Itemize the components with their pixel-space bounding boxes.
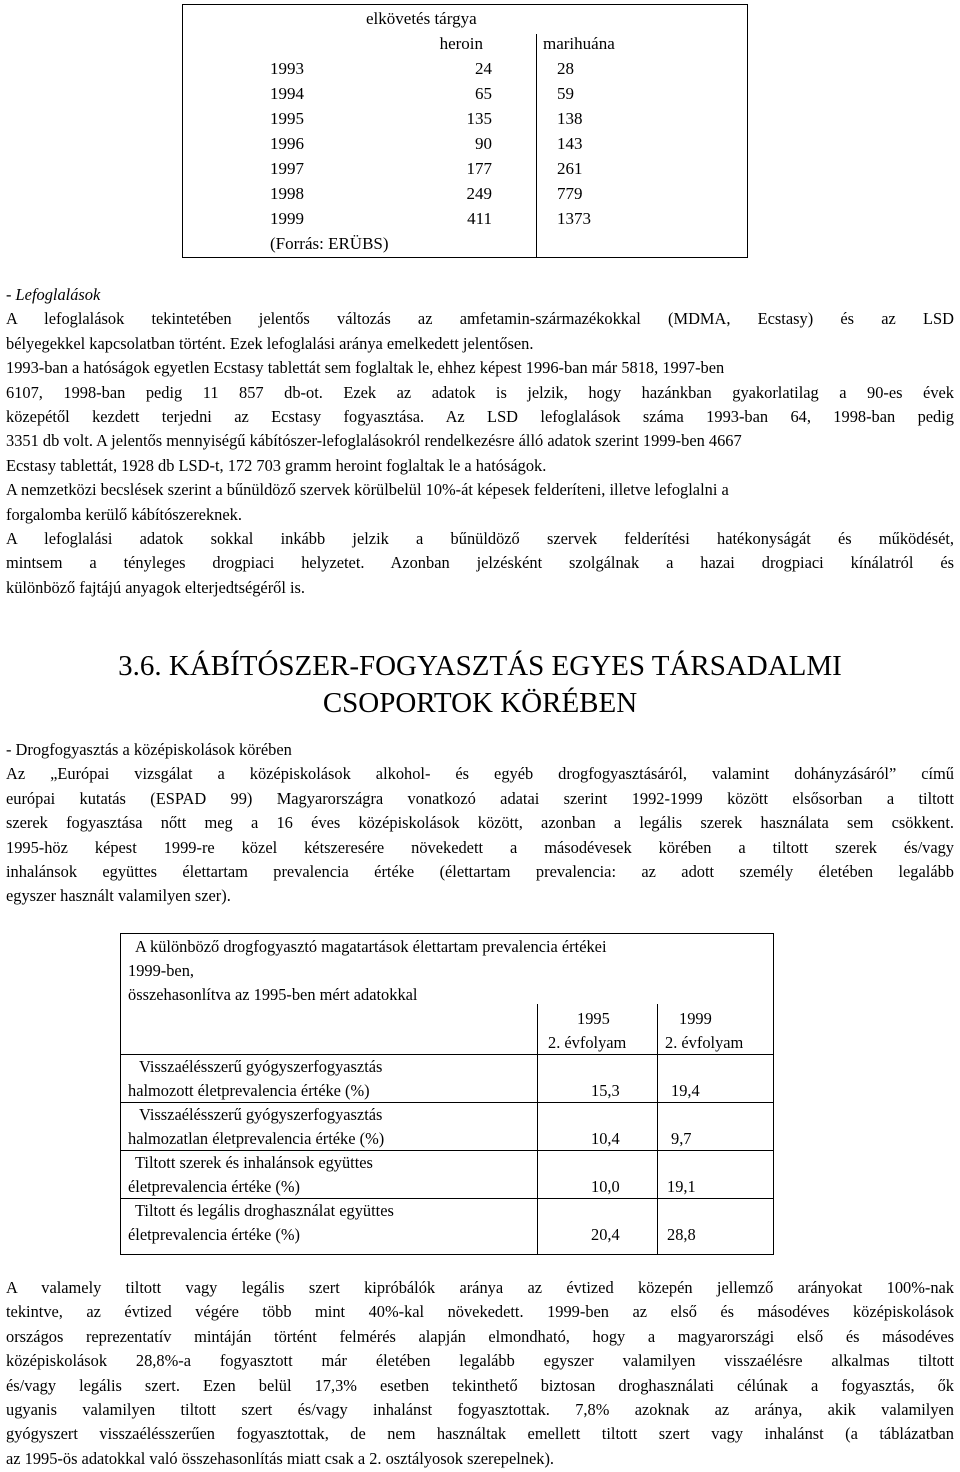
row-year: 1993 [270,59,304,78]
paragraph-line: középiskolások 28,8%-a fogyasztott már életében legalább egyszer valamilyen visszaélésre alkalmas tiltott [6,1351,954,1371]
column-header-heroin: heroin [439,34,483,53]
heading-line: 3.6. KÁBÍTÓSZER-FOGYASZTÁS EGYES TÁRSADALMI [118,650,842,682]
row-1995-value: 15,3 [591,1081,620,1100]
row-heroin: 177 [466,159,492,178]
paragraph-line: szerek fogyasztása nőtt meg a 16 éves középiskolások között, azonban a legális szerek használata sem csökkent. [6,813,954,833]
paragraph-line: különböző fajtájú anyagok elterjedtségéről is. [6,577,306,597]
row-1999-value: 28,8 [667,1225,696,1244]
row-year: 1999 [270,209,304,228]
column-header-marihuana: marihuána [543,34,615,53]
table-source: (Forrás: ERÜBS) [270,234,389,253]
paragraph-line: európai kutatás (ESPAD 99) Magyarországra vonatkozó adatai szerint 1992-1999 között elsősorban a tiltott [6,788,954,808]
paragraph-line: A nemzetközi becslések szerint a bűnüldöző szervek körülbelül 10%-át képesek felderíteni, illetve lefoglalni a [6,480,729,500]
column-header-1999-class: 2. évfolyam [665,1033,744,1052]
row-heroin: 24 [475,59,492,78]
paragraph-line: az 1995-ös adatokkal való összehasonlítás miatt csak a 2. osztályosok szerepelnek). [6,1448,555,1468]
row-marihuana: 28 [557,59,574,78]
seizure-table [182,4,748,258]
row-heroin: 411 [467,209,492,228]
prevalence-table [120,933,774,1255]
row-label: Tiltott szerek és inhalánsok együttes [135,1153,373,1172]
paragraph-line: országos reprezentatív mintáján történt felmérés alapján elmondható, hogy a magyarországi első és másodéves [6,1326,954,1346]
paragraph-line: 1993-ban a hatóságok egyetlen Ecstasy tablettát sem foglaltak le, ehhez képest 1996-ban már 5818, 1997-ben [6,358,725,378]
row-marihuana: 1373 [557,209,591,228]
seizures-section [6,283,954,600]
chapter-heading [0,648,960,722]
row-year: 1994 [270,84,304,103]
paragraph-line: bélyegekkel kapcsolatban történt. Ezek lefoglalási aránya emelkedett jelentősen. [6,333,534,353]
row-1995-value: 20,4 [591,1225,620,1244]
row-heroin: 65 [475,84,492,103]
section-title: - Drogfogyasztás a középiskolások körében [6,740,292,759]
column-header-1995-class: 2. évfolyam [548,1033,627,1052]
paragraph-line: inhalánsok együttes élettartam prevalencia értéke (élettartam prevalencia: az adott személy életében legalább [6,861,954,881]
row-heroin: 249 [466,184,492,203]
row-year: 1997 [270,159,304,178]
row-marihuana: 261 [557,159,583,178]
paragraph-line: ugyanis valamilyen tiltott szert és/vagy inhalánst fogyasztottak. 7,8% azoknak az aránya, akik valamilyen [6,1399,954,1419]
row-label: Visszaélésszerű gyógyszerfogyasztás [139,1057,383,1076]
paragraph-line: 1995-höz képest 1999-re közel kétszeresére növekedett a másodévesek körében a tiltott szerek és/vagy [6,837,954,857]
paragraph-line: gyógyszert visszaélésszerűen fogyasztottak, de nem használtak emellett tiltott szert vagy inhalánst (a táblázatban [6,1424,954,1444]
paragraph-line: közepétől kezdett terjedni az Ecstasy fogyasztása. Az LSD lefoglalások száma 1993-ban 64, 1998-ban pedig [6,406,954,426]
paragraph-line: és/vagy legális szert. Ezen belül 17,3% esetben tekinthető biztosan droghasználati célúnak a fogyasztás, ők [6,1375,954,1395]
paragraph-line: A valamely tiltott vagy legális szert kipróbálók aránya az évtized közepén jellemző arányokat 100%-nak [6,1278,954,1297]
row-1999-value: 9,7 [671,1129,692,1148]
column-header-1999-year: 1999 [679,1009,712,1028]
row-marihuana: 138 [557,109,583,128]
table-title-line: összehasonlítva az 1995-ben mért adatokkal [128,985,418,1004]
row-label: Tiltott és legális droghasználat együttes [135,1201,394,1220]
row-label: halmozott életprevalencia értéke (%) [128,1081,370,1100]
row-marihuana: 143 [557,134,583,153]
column-header-1995-year: 1995 [577,1009,610,1028]
paragraph-line: 6107, 1998-ban pedig 11 857 db-ot. Ezek az adatok is jelzik, hogy hazánkban gyakorlatilag a 90-es évek [6,382,954,402]
row-label: Visszaélésszerű gyógyszerfogyasztás [139,1105,383,1124]
row-year: 1998 [270,184,304,203]
row-1995-value: 10,0 [591,1177,620,1196]
closing-paragraph [6,1276,954,1471]
table-divider [536,34,537,257]
paragraph-line: Ecstasy tablettát, 1928 db LSD-t, 172 703 gramm heroint foglaltak le a hatóságok. [6,455,547,475]
table-title-line: A különböző drogfogyasztó magatartások élettartam prevalencia értékei [135,937,607,956]
row-label: halmozatlan életprevalencia értéke (%) [128,1129,385,1148]
paragraph-line: Az „Európai vizsgálat a középiskolások alkohol- és egyéb drogfogyasztásáról, valamint dohányzásáról” című [6,764,954,784]
table-title-line: 1999-ben, [128,961,195,980]
paragraph-line: A lefoglalások tekintetében jelentős változás az amfetamin-származékokkal (MDMA, Ecstasy) és az LSD [6,309,954,329]
row-heroin: 135 [466,109,492,128]
row-1995-value: 10,4 [591,1129,620,1148]
table-title: elkövetés tárgya [366,9,477,28]
table-divider [657,1004,658,1254]
table-divider [537,1004,538,1254]
paragraph-line: A lefoglalási adatok sokkal inkább jelzik a bűnüldöző szervek felderítési hatékonyságát és működését, [6,528,954,548]
row-1999-value: 19,1 [667,1177,696,1196]
paragraph-line: forgalomba kerülő kábítószereknek. [6,504,242,524]
row-1999-value: 19,4 [671,1081,700,1100]
paragraph-line: egyszer használt valamilyen szer). [6,886,231,906]
row-label: életprevalencia értéke (%) [128,1225,300,1244]
row-year: 1996 [270,134,304,153]
paragraph-line: mintsem a tényleges drogpiaci helyzetet. Azonban jelzésként szolgálnak a hazai drogpiaci kínálatról és [6,553,954,573]
row-year: 1995 [270,109,304,128]
row-marihuana: 779 [557,184,583,203]
paragraph-line: tekintve, az évtized végére több mint 40%-kal növekedett. 1999-ben az első és másodéves középiskolások [6,1302,954,1322]
heading-line: CSOPORTOK KÖRÉBEN [322,687,638,719]
row-marihuana: 59 [557,84,574,103]
paragraph-line: 3351 db volt. A jelentős mennyiségű kábítószer-lefoglalásokról rendelkezésre álló adatok szerint 1999-ben 4667 [6,431,742,451]
school-drug-use-section [6,738,954,909]
row-label: életprevalencia értéke (%) [128,1177,300,1196]
row-heroin: 90 [475,134,492,153]
section-title: - Lefoglalások [6,285,101,304]
